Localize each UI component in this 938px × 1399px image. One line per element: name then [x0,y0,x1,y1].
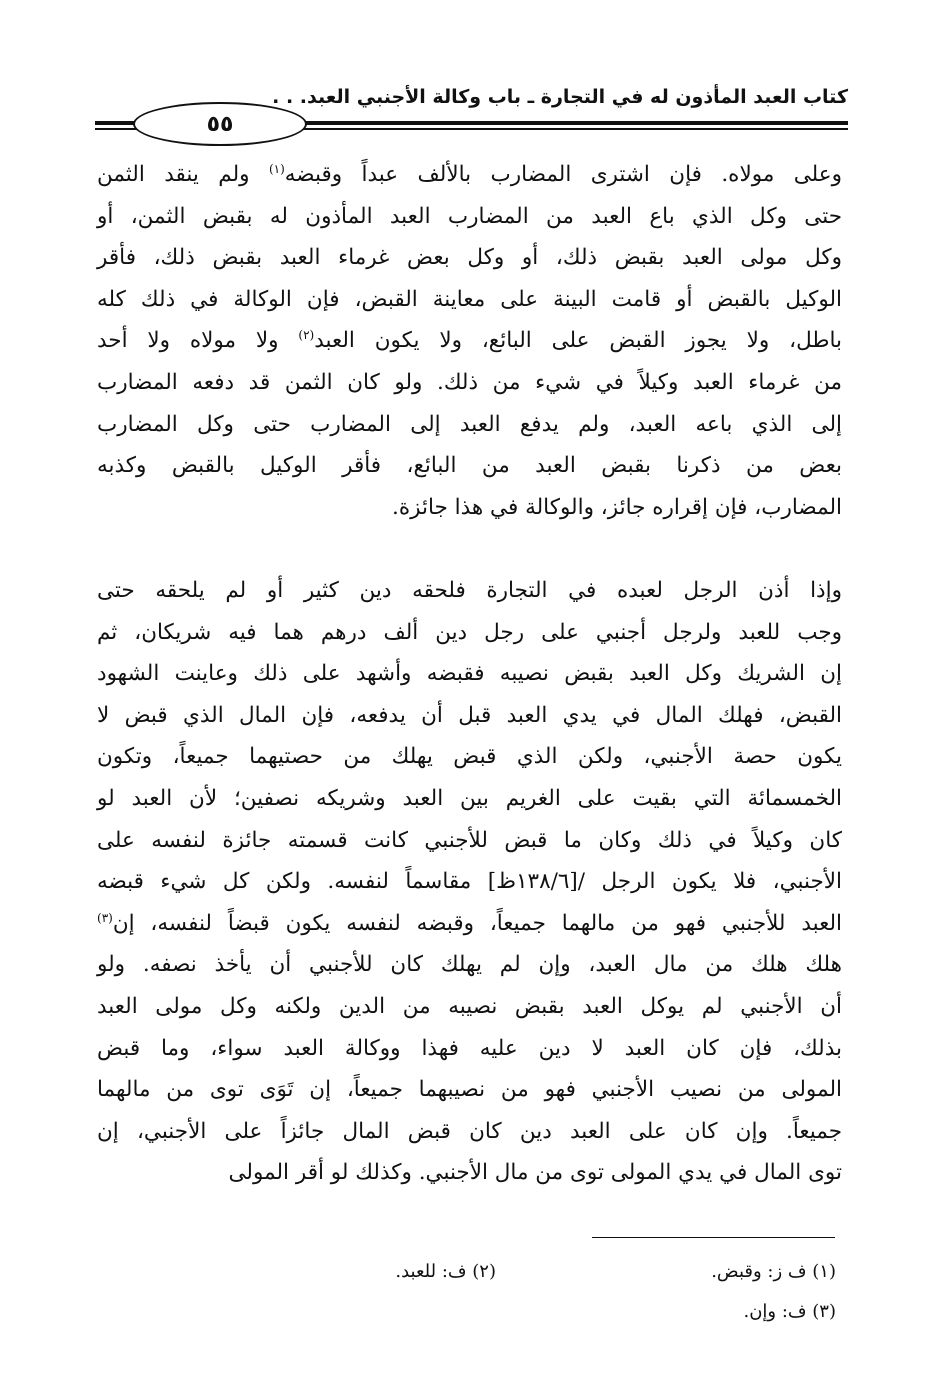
line-text: أن الأجنبي لم يوكل العبد بقبض نصيبه من الدين ولكنه وكل مولى العبد [97,993,842,1019]
paragraph-2-line [97,653,842,695]
footnote-separator [592,1237,835,1238]
paragraph-2-line [97,1069,842,1111]
line-text: المضارب، فإن إقراره جائز، والوكالة في هذا جائزة. [392,494,842,520]
running-title: كتاب العبد المأذون له في التجارة ـ باب وكالة الأجنبي العبد. . . [272,86,848,108]
footnotes [200,1252,836,1332]
paragraph-2 [97,570,842,1194]
line-text: إلى الذي باعه العبد، ولم يدفع العبد إلى المضارب حتى وكل المضارب [97,411,842,437]
line-text: وجب للعبد ولرجل أجنبي على رجل دين ألف درهم هما فيه شريكان، ثم [97,619,842,645]
paragraph-2-line [97,736,842,778]
line-text: المولى من نصيب الأجنبي فهو من نصيبهما جميعاً، إن تَوَى توى من مالهما [97,1077,842,1103]
line-text: الوكيل بالقبض أو قامت البينة على معاينة القبض، فإن الوكالة في ذلك كله [97,286,842,312]
paragraph-2-line [97,944,842,986]
paragraph-2-line [97,861,842,903]
line-text: هلك هلك من مال العبد، وإن لم يهلك كان للأجنبي أن يأخذ نصفه. ولو [97,952,842,978]
line-text: باطل، ولا يجوز القبض على البائع، ولا يكون العبد [314,328,842,354]
line-text: الأجنبي، فلا يكون الرجل /[١٣٨/٦ظ] مقاسماً لنفسه. ولكن كل شيء قبضه [97,869,842,895]
paragraph-2-line [97,986,842,1028]
line-text: يكون حصة الأجنبي، ولكن الذي قبض يهلك من حصتيهما جميعاً، وتكون [97,744,842,770]
line-text-after: ولا مولاه ولا أحد [97,328,299,354]
footnote-1: (١) ف ز: وقبض. [711,1261,836,1282]
line-text: العبد للأجنبي فهو من مالهما جميعاً، وقبضه لنفسه يكون قبضاً لنفسه، إن [112,910,842,936]
paragraph-1-line [97,279,842,321]
page-header [95,80,848,138]
line-text: بعض من ذكرنا بقبض العبد من البائع، فأقر الوكيل بالقبض وكذبه [97,453,842,479]
paragraph-2-line [97,778,842,820]
paragraph-1-line [97,487,842,529]
footnote-reference: (١) [268,161,285,176]
line-text: إن الشريك وكل العبد بقبض نصيبه فقبضه وأشهد على ذلك وعاينت الشهود [97,661,842,687]
footnote-reference: (٢) [298,328,315,343]
footnote-row [200,1252,836,1292]
paragraph-1-line [97,154,842,196]
line-text: القبض، فهلك المال في يدي العبد قبل أن يدفعه، فإن المال الذي قبض لا [97,702,842,728]
paragraph-2-line [97,1152,842,1194]
paragraph-1-line [97,237,842,279]
line-text: وكل مولى العبد بقبض ذلك، أو وكل بعض غرماء العبد بقبض ذلك، فأقر [97,245,842,271]
line-text: وإذا أذن الرجل لعبده في التجارة فلحقه دين كثير أو لم يلحقه حتى [97,578,842,603]
line-text: بذلك، فإن كان العبد لا دين عليه فهذا ووكالة العبد سواء، وما قبض [97,1035,842,1061]
paragraph-1-line [97,445,842,487]
paragraph-1-line [97,320,842,362]
paragraph-2-line [97,1111,842,1153]
paragraph-2-line [97,903,842,945]
paragraph-1 [97,154,842,528]
paragraph-1-line [97,404,842,446]
paragraph-1-line [97,362,842,404]
paragraph-2-line [97,570,842,612]
line-text-after: ولم ينقد الثمن [97,162,269,187]
line-text: كان وكيلاً في ذلك وكان ما قبض للأجنبي كانت قسمته جائزة لنفسه على [97,827,842,853]
footnote-reference: (٣) [97,910,113,925]
line-text: وعلى مولاه. فإن اشترى المضارب بالألف عبداً وقبضه [284,162,842,187]
paragraph-2-line [97,695,842,737]
page-number: ٥٥ [133,102,307,146]
line-text: توى المال في يدي المولى توى من مال الأجنبي. وكذلك لو أقر المولى [228,1160,842,1186]
paragraph-1-line [97,196,842,238]
line-text: حتى وكل الذي باع العبد من المضارب العبد المأذون له بقبض الثمن، أو [97,203,842,229]
paragraph-2-line [97,820,842,862]
line-text: الخمسمائة التي بقيت على الغريم بين العبد وشريكه نصفين؛ لأن العبد لو [97,785,842,811]
footnote-3: (٣) ف: وإن. [743,1301,836,1322]
paragraph-2-line [97,612,842,654]
footnote-row [200,1292,836,1332]
line-text: جميعاً. وإن كان على العبد دين كان قبض المال جائزاً على الأجنبي، إن [97,1118,842,1144]
line-text: من غرماء العبد وكيلاً في شيء من ذلك. ولو كان الثمن قد دفعه المضارب [97,369,843,395]
footnote-2: (٢) ف: للعبد. [395,1261,496,1282]
paragraph-2-line [97,1028,842,1070]
